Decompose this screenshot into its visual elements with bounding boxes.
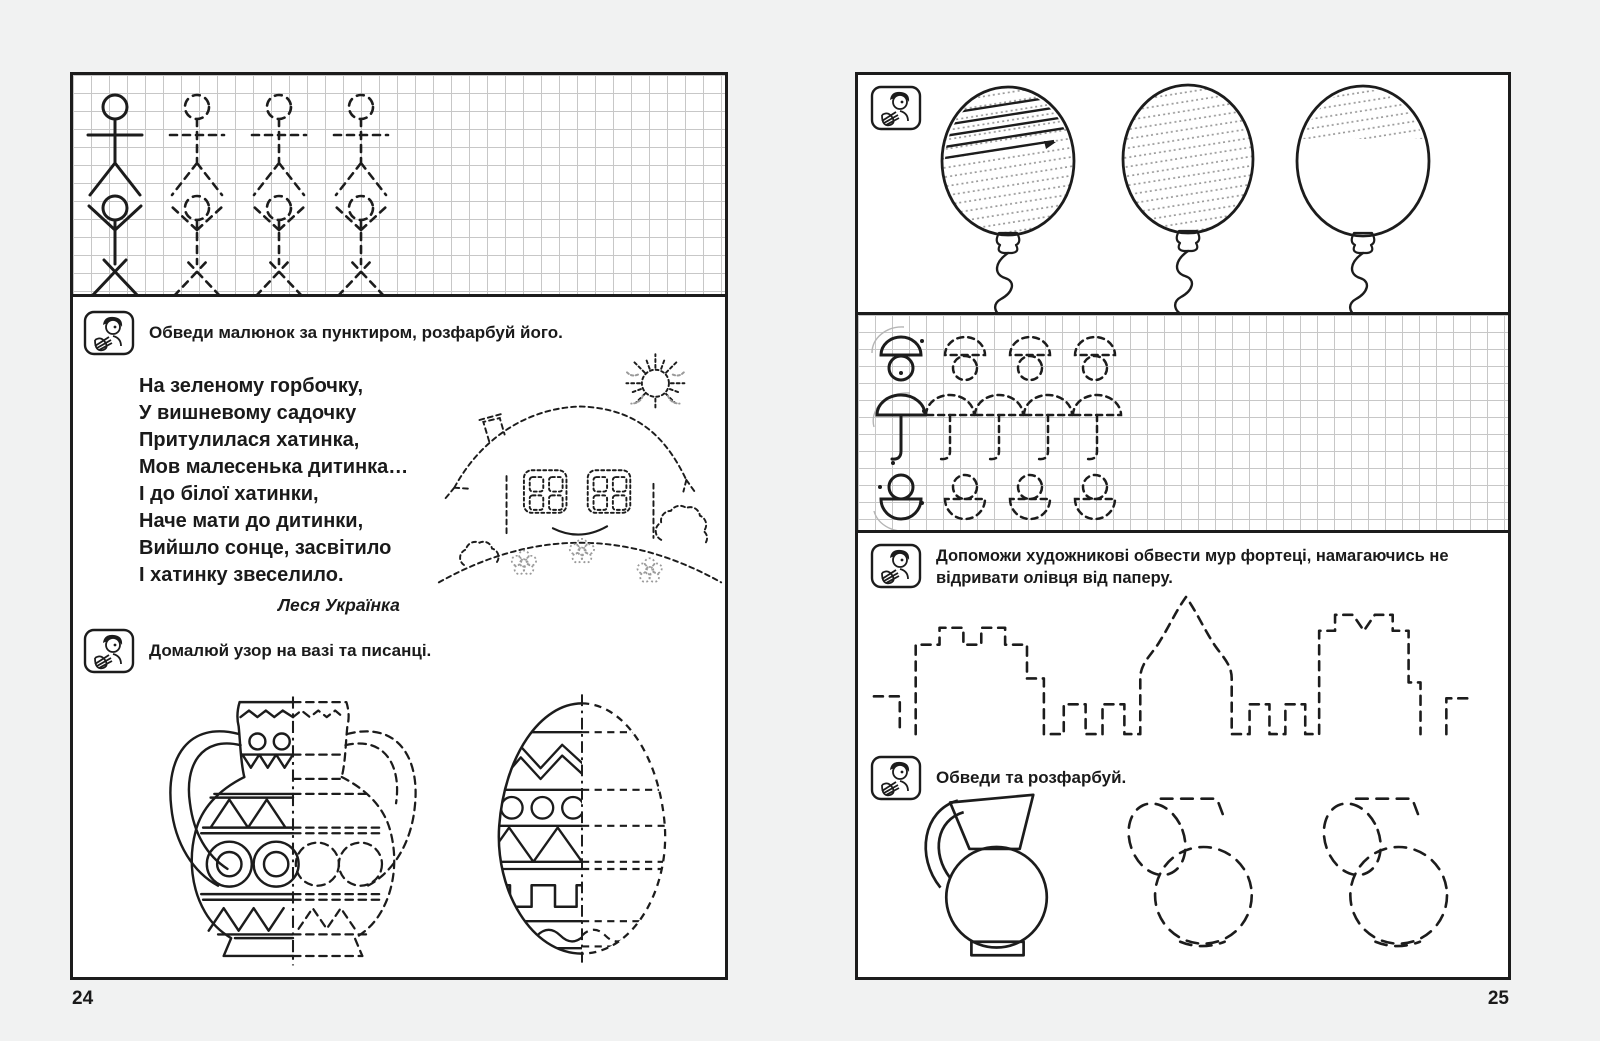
poem-author: Леся Українка (278, 595, 400, 615)
stick-figure-practice-drawing (73, 75, 725, 294)
stick-figure-grid-section (73, 75, 725, 297)
left-page (70, 72, 728, 980)
jugs-tracing-drawing (886, 789, 1486, 963)
poem-line: На зеленому горбочку, (139, 375, 364, 397)
house-tracing-drawing (435, 333, 725, 594)
poem-text (139, 373, 408, 589)
left-page-content-section (73, 297, 725, 974)
umbrella-practice-drawing (858, 315, 1508, 530)
child-writing-icon (870, 543, 922, 589)
poem-line: Притулилася хатинка, (139, 429, 360, 451)
balloons-tracing-drawing (858, 75, 1508, 312)
jug-instruction: Обведи та розфарбуй. (936, 768, 1127, 787)
pysanka-egg-drawing (465, 689, 699, 968)
poem-line: Вийшло сонце, засвітило (139, 537, 392, 559)
fortress-wall-tracing-drawing (866, 585, 1502, 754)
vase-pattern-instruction: Домалюй узор на вазі та писанці. (149, 641, 432, 660)
child-writing-icon (83, 310, 135, 356)
poem-line: У вишневому садочку (139, 402, 357, 424)
fortress-instruction: Допоможи художникові обвести мур фортеці, намагаючись не відривати олівця від паперу. (936, 547, 1449, 587)
fortress-and-jugs-section (858, 533, 1508, 968)
left-page-number: 24 (72, 988, 94, 1009)
umbrella-grid-section (858, 315, 1508, 533)
poem-line: І до білої хатинки, (139, 483, 319, 505)
right-page (855, 72, 1511, 980)
poem-line: Мов малесенька дитинка… (139, 456, 409, 478)
vase-symmetry-drawing (143, 689, 443, 970)
poem-line: І хатинку звеселило. (139, 564, 344, 586)
child-writing-icon (83, 628, 135, 674)
poem-line: Наче мати до дитинки, (139, 510, 364, 532)
right-page-number: 25 (1487, 988, 1509, 1009)
trace-house-instruction: Обведи малюнок за пунктиром, розфарбуй його. (149, 323, 563, 342)
balloons-section (858, 75, 1508, 315)
